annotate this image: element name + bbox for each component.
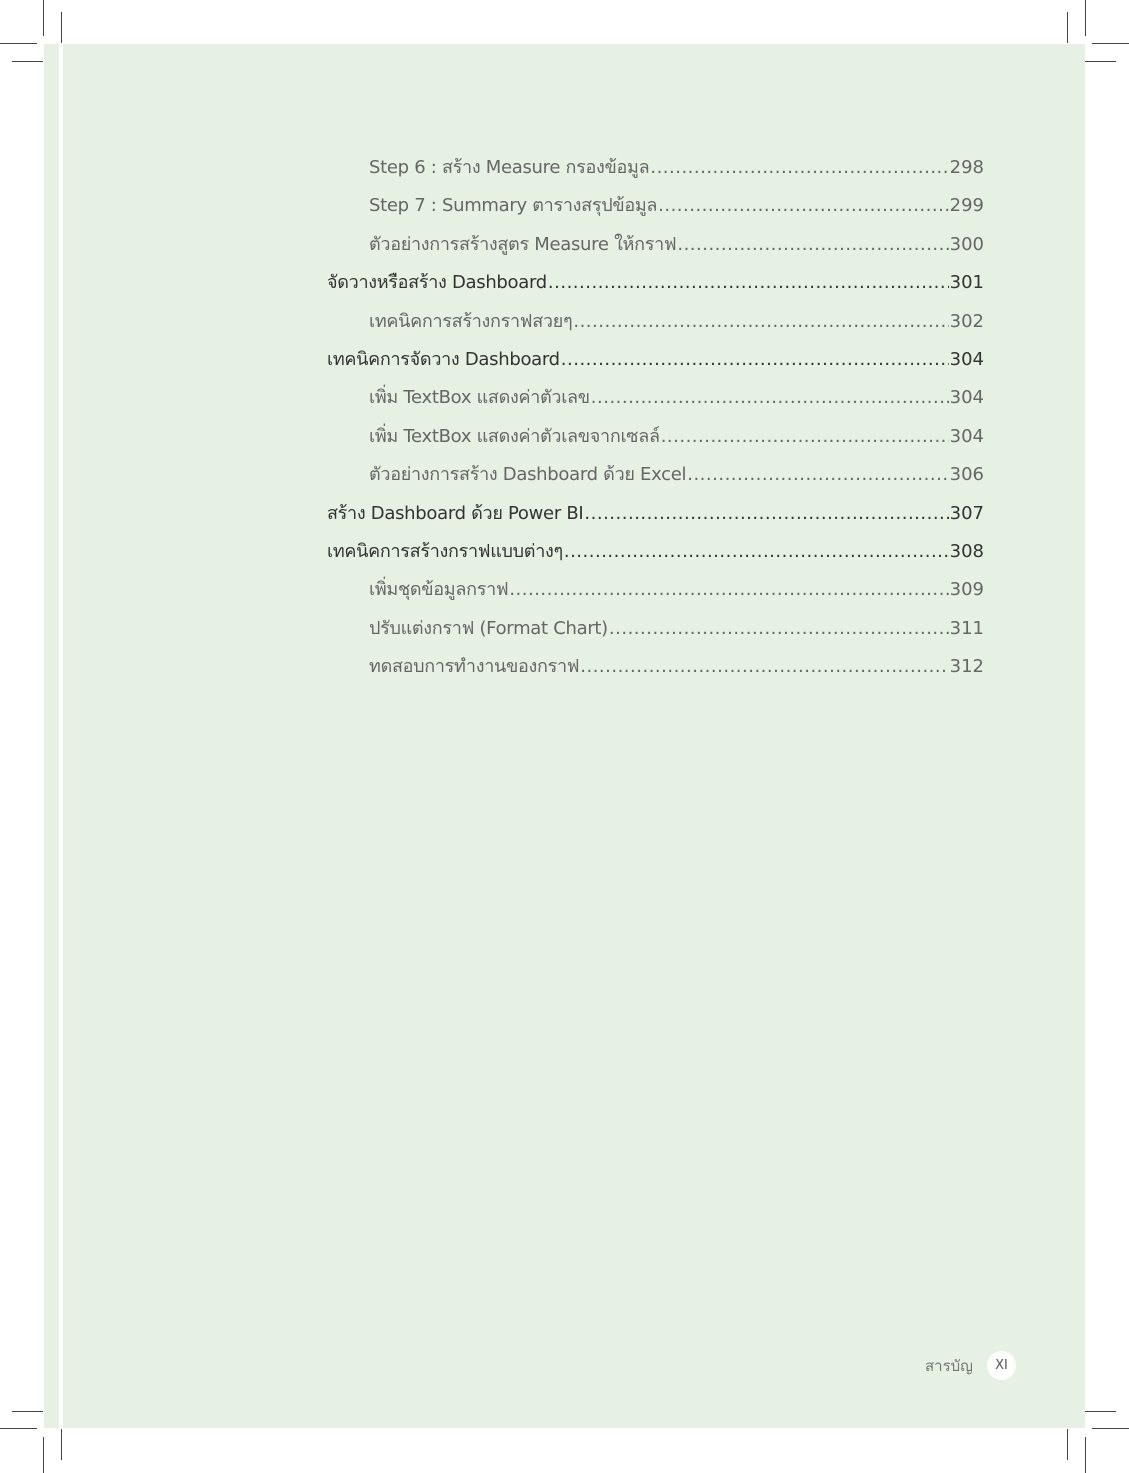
- crop-mark: [0, 43, 37, 44]
- toc-entry-title: Step 6 : สร้าง Measure กรองข้อมูล: [369, 157, 650, 178]
- toc-entry-page: 309: [949, 579, 984, 601]
- toc-entry-page: 306: [949, 464, 984, 486]
- toc-entry[interactable]: [327, 651, 984, 689]
- crop-mark: [1085, 0, 1086, 36]
- dot-leader: [573, 311, 948, 332]
- toc-entry[interactable]: [327, 613, 984, 651]
- toc-entry[interactable]: [327, 267, 984, 305]
- toc-entry-title: ปรับแต่งกราฟ (Format Chart): [369, 617, 608, 639]
- toc-entry[interactable]: [327, 574, 984, 612]
- table-of-contents: [327, 152, 984, 689]
- toc-entry-page: 312: [949, 656, 984, 678]
- toc-entry-title: เพิ่มชุดข้อมูลกราฟ: [369, 579, 509, 601]
- toc-entry[interactable]: [327, 382, 984, 420]
- toc-entry[interactable]: [327, 344, 984, 382]
- crop-mark: [43, 0, 44, 36]
- dot-leader: [591, 387, 949, 408]
- toc-entry[interactable]: [327, 536, 984, 574]
- crop-mark: [1092, 1428, 1129, 1429]
- dot-leader: [548, 272, 949, 293]
- dot-leader: [677, 234, 948, 255]
- toc-entry[interactable]: [327, 306, 984, 344]
- crop-mark: [12, 61, 43, 62]
- crop-mark: [1067, 12, 1068, 43]
- gutter-strip: [59, 44, 63, 1428]
- crop-mark: [61, 12, 62, 43]
- dot-leader: [584, 503, 948, 524]
- toc-entry-title: ตัวอย่างการสร้างสูตร Measure ให้กราฟ: [369, 233, 677, 255]
- toc-entry[interactable]: [327, 498, 984, 536]
- toc-entry-page: 300: [949, 233, 984, 255]
- toc-entry-page: 304: [949, 425, 984, 447]
- crop-mark: [1067, 1429, 1068, 1460]
- dot-leader: [609, 618, 949, 639]
- toc-entry-title: Step 7 : Summary ตารางสรุปข้อมูล: [369, 195, 658, 217]
- toc-entry[interactable]: [327, 459, 984, 497]
- dot-leader: [564, 541, 949, 562]
- crop-mark: [1092, 43, 1129, 44]
- crop-mark: [1085, 61, 1116, 62]
- toc-entry-page: 298: [949, 157, 984, 178]
- dot-leader: [687, 464, 948, 485]
- toc-entry[interactable]: [327, 421, 984, 459]
- toc-entry-title: เพิ่ม TextBox แสดงค่าตัวเลขจากเซลล์: [369, 425, 660, 447]
- dot-leader: [561, 349, 949, 370]
- section-label: สารบัญ: [925, 1356, 973, 1375]
- toc-entry-title: เทคนิคการจัดวาง Dashboard: [327, 348, 560, 370]
- crop-mark: [12, 1411, 43, 1412]
- toc-entry-title: เทคนิคการสร้างกราฟสวยๆ: [369, 310, 573, 332]
- dot-leader: [650, 157, 948, 178]
- toc-entry[interactable]: [327, 229, 984, 267]
- crop-mark: [1085, 1411, 1116, 1412]
- dot-leader: [658, 195, 949, 216]
- toc-entry-page: 304: [949, 348, 984, 370]
- toc-entry-page: 307: [949, 502, 984, 524]
- crop-mark: [0, 1428, 37, 1429]
- page-footer: [925, 1351, 1016, 1380]
- crop-mark: [43, 1437, 44, 1473]
- toc-entry-page: 301: [949, 272, 984, 294]
- page-number-badge: XI: [987, 1351, 1016, 1380]
- toc-entry-title: เทคนิคการสร้างกราฟแบบต่างๆ: [327, 540, 563, 562]
- dot-leader: [509, 579, 948, 600]
- toc-entry-title: ทดสอบการทำงานของกราฟ: [369, 656, 580, 678]
- toc-entry-page: 302: [949, 310, 984, 332]
- toc-entry-page: 308: [949, 540, 984, 562]
- toc-entry-page: 304: [949, 387, 984, 409]
- toc-entry-title: เพิ่ม TextBox แสดงค่าตัวเลข: [369, 387, 590, 409]
- toc-entry-title: ตัวอย่างการสร้าง Dashboard ด้วย Excel: [369, 464, 687, 486]
- dot-leader: [580, 656, 948, 677]
- toc-entry[interactable]: [327, 152, 984, 190]
- toc-entry-page: 299: [949, 195, 984, 217]
- dot-leader: [661, 426, 949, 447]
- crop-mark: [61, 1429, 62, 1460]
- toc-entry-page: 311: [949, 617, 984, 639]
- toc-entry-title: จัดวางหรือสร้าง Dashboard: [327, 272, 547, 294]
- crop-mark: [1085, 1437, 1086, 1473]
- toc-entry-title: สร้าง Dashboard ด้วย Power BI: [327, 502, 584, 524]
- toc-entry[interactable]: [327, 190, 984, 228]
